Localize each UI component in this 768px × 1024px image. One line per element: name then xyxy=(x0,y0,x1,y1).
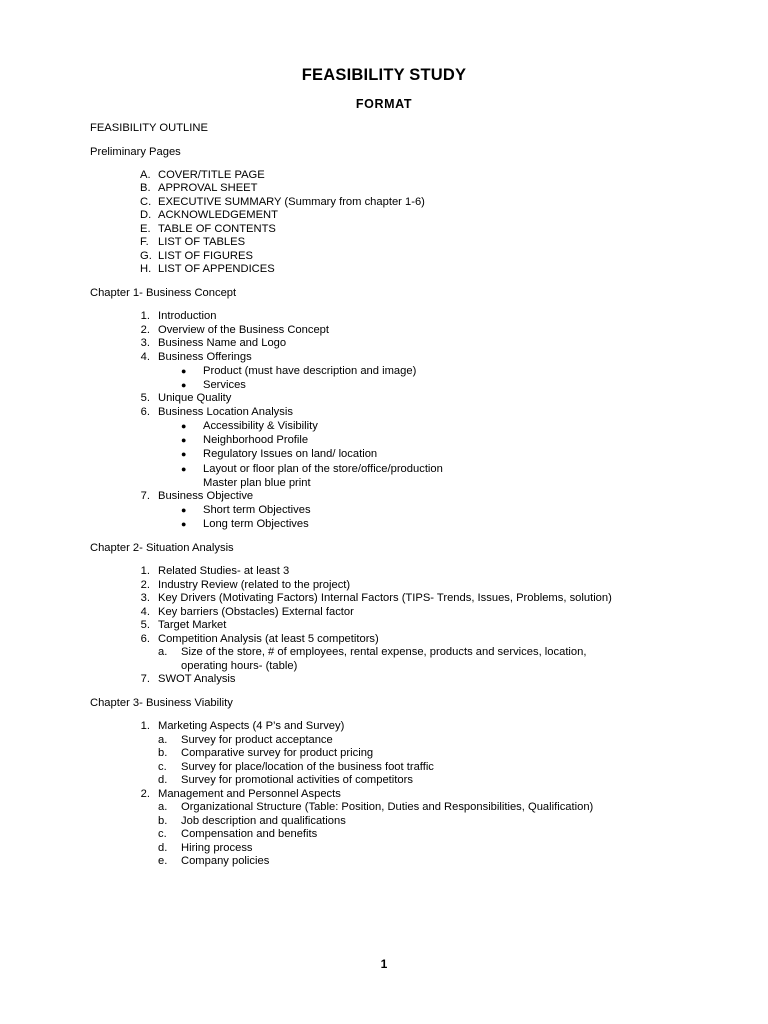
bullet-icon: ● xyxy=(181,449,187,459)
list-item: LIST OF FIGURES xyxy=(158,250,253,262)
list-item: Introduction xyxy=(158,310,217,322)
bullet-continuation: Master plan blue print xyxy=(203,477,311,489)
list-marker: 1. xyxy=(140,565,150,577)
sub-marker: b. xyxy=(158,747,168,759)
bullet-item: Accessibility & Visibility xyxy=(203,420,318,432)
list-item: Key Drivers (Motivating Factors) Internal Factors (TIPS- Trends, Issues, Problems, solution) xyxy=(158,592,612,604)
bullet-icon: ● xyxy=(181,380,187,390)
bullet-icon: ● xyxy=(181,435,187,445)
sub-item: Company policies xyxy=(181,855,270,867)
list-item: ACKNOWLEDGEMENT xyxy=(158,209,278,221)
list-marker: 4. xyxy=(140,351,150,363)
list-marker: 6. xyxy=(140,406,150,418)
list-marker: 2. xyxy=(140,324,150,336)
sub-item: Hiring process xyxy=(181,842,253,854)
sub-marker: e. xyxy=(158,855,168,867)
list-marker: 1. xyxy=(140,720,150,732)
list-marker: 5. xyxy=(140,392,150,404)
list-marker: 2. xyxy=(140,579,150,591)
document-subtitle: FORMAT xyxy=(355,97,413,111)
list-item: Business Objective xyxy=(158,490,254,502)
list-item: COVER/TITLE PAGE xyxy=(158,169,265,181)
list-item: Unique Quality xyxy=(158,392,232,404)
list-marker: 4. xyxy=(140,606,150,618)
sub-marker: c. xyxy=(158,828,167,840)
list-marker: D. xyxy=(140,209,152,221)
sub-item: Compensation and benefits xyxy=(181,828,318,840)
list-item: Business Location Analysis xyxy=(158,406,293,418)
sub-item: Size of the store, # of employees, rental expense, products and services, location, xyxy=(181,646,587,658)
list-item: EXECUTIVE SUMMARY (Summary from chapter 1-6) xyxy=(158,196,425,208)
chapter-3-heading: Chapter 3- Business Viability xyxy=(90,697,233,709)
bullet-item: Long term Objectives xyxy=(203,518,309,530)
list-item: LIST OF TABLES xyxy=(158,236,246,248)
sub-marker: b. xyxy=(158,815,168,827)
list-marker: 3. xyxy=(140,592,150,604)
list-marker: 7. xyxy=(140,490,150,502)
list-item: Management and Personnel Aspects xyxy=(158,788,341,800)
bullet-icon: ● xyxy=(181,464,187,474)
bullet-icon: ● xyxy=(181,519,187,529)
outline-heading: FEASIBILITY OUTLINE xyxy=(90,122,208,134)
sub-marker: d. xyxy=(158,774,168,786)
chapter-1-heading: Chapter 1- Business Concept xyxy=(90,287,237,299)
bullet-item: Layout or floor plan of the store/office/production xyxy=(203,463,443,475)
list-item: Marketing Aspects (4 P’s and Survey) xyxy=(158,720,345,732)
sub-item: Job description and qualifications xyxy=(181,815,346,827)
sub-item: Organizational Structure (Table: Position, Duties and Responsibilities, Qualification) xyxy=(181,801,594,813)
document-title: FEASIBILITY STUDY xyxy=(301,66,467,84)
sub-marker: a. xyxy=(158,646,168,658)
list-marker: 7. xyxy=(140,673,150,685)
sub-marker: a. xyxy=(158,734,168,746)
list-item: Business Offerings xyxy=(158,351,252,363)
list-item: Overview of the Business Concept xyxy=(158,324,330,336)
sub-item-continuation: operating hours- (table) xyxy=(181,660,298,672)
list-marker: H. xyxy=(140,263,152,275)
list-item: Related Studies- at least 3 xyxy=(158,565,290,577)
list-item: APPROVAL SHEET xyxy=(158,182,258,194)
bullet-item: Services xyxy=(203,379,246,391)
preliminary-heading: Preliminary Pages xyxy=(90,146,181,158)
list-item: Target Market xyxy=(158,619,227,631)
sub-item: Comparative survey for product pricing xyxy=(181,747,374,759)
list-marker: 1. xyxy=(140,310,150,322)
list-item: Industry Review (related to the project) xyxy=(158,579,351,591)
sub-item: Survey for product acceptance xyxy=(181,734,333,746)
list-marker: 3. xyxy=(140,337,150,349)
sub-item: Survey for place/location of the business foot traffic xyxy=(181,761,434,773)
list-marker: B. xyxy=(140,182,151,194)
list-marker: 2. xyxy=(140,788,150,800)
list-item: Competition Analysis (at least 5 competitors) xyxy=(158,633,379,645)
list-item: LIST OF APPENDICES xyxy=(158,263,275,275)
list-marker: 5. xyxy=(140,619,150,631)
list-item: Key barriers (Obstacles) External factor xyxy=(158,606,354,618)
list-marker: 6. xyxy=(140,633,150,645)
sub-marker: a. xyxy=(158,801,168,813)
chapter-2-heading: Chapter 2- Situation Analysis xyxy=(90,542,234,554)
sub-item: Survey for promotional activities of competitors xyxy=(181,774,413,786)
list-marker: C. xyxy=(140,196,152,208)
bullet-item: Neighborhood Profile xyxy=(203,434,309,446)
bullet-item: Product (must have description and image) xyxy=(203,365,417,377)
page-number: 1 xyxy=(380,957,388,971)
list-item: Business Name and Logo xyxy=(158,337,287,349)
bullet-icon: ● xyxy=(181,421,187,431)
list-item: TABLE OF CONTENTS xyxy=(158,223,276,235)
list-marker: A. xyxy=(140,169,151,181)
bullet-item: Regulatory Issues on land/ location xyxy=(203,448,378,460)
list-marker: G. xyxy=(140,250,152,262)
sub-marker: c. xyxy=(158,761,167,773)
sub-marker: d. xyxy=(158,842,168,854)
list-marker: E. xyxy=(140,223,151,235)
list-marker: F. xyxy=(140,236,149,248)
bullet-item: Short term Objectives xyxy=(203,504,311,516)
list-item: SWOT Analysis xyxy=(158,673,236,685)
bullet-icon: ● xyxy=(181,366,187,376)
bullet-icon: ● xyxy=(181,505,187,515)
